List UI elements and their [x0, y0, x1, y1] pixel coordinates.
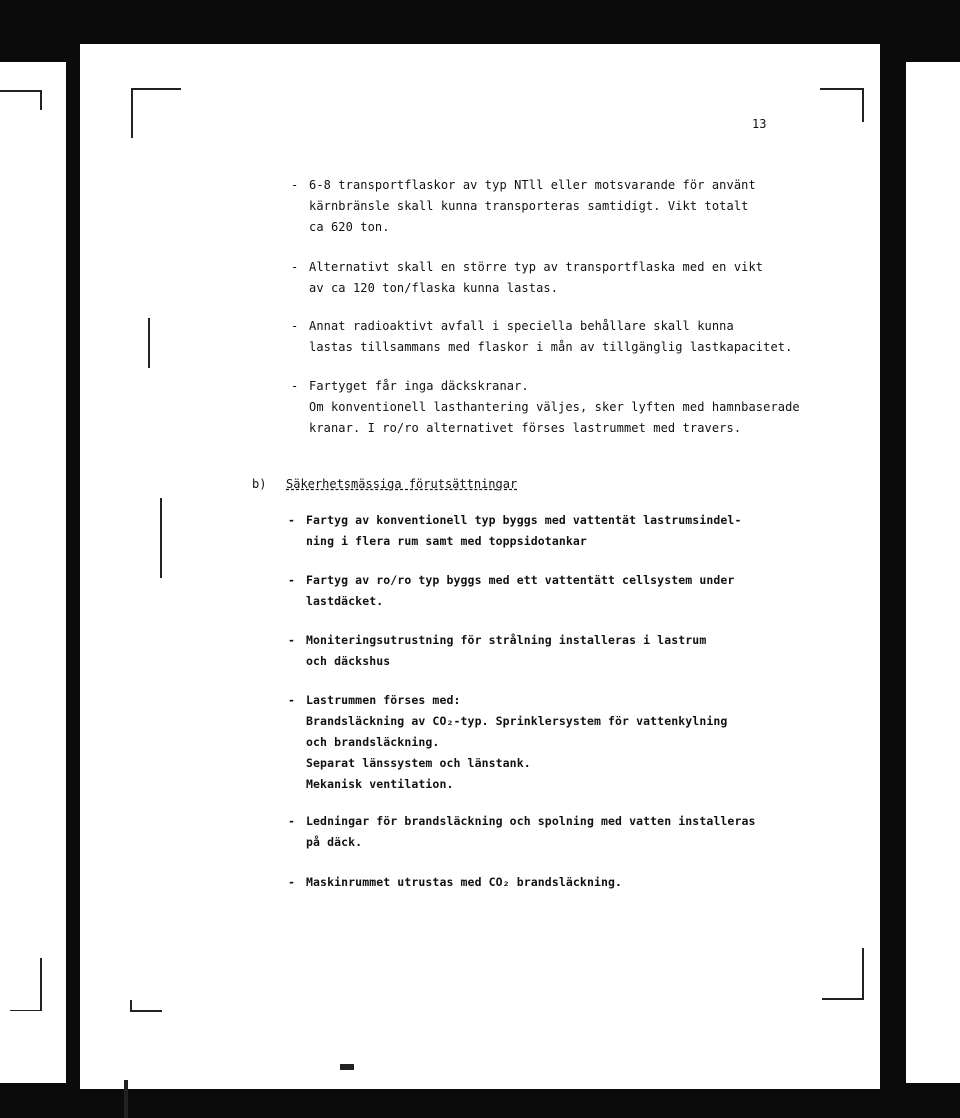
bullet-dash: -: [288, 513, 296, 527]
item-line: och däckshus: [306, 654, 391, 668]
item-line: ning i flera rum samt med toppsidotankar: [306, 534, 587, 548]
item-line: lastas tillsammans med flaskor i mån av tillgänglig lastkapacitet.: [309, 340, 793, 354]
item-line: Fartyg av ro/ro typ byggs med ett vattentätt cellsystem under: [306, 573, 735, 587]
scan-border-top-gap: [80, 44, 880, 62]
bullet-dash: -: [288, 814, 296, 828]
scan-mark: [822, 998, 864, 1000]
section-title: Säkerhetsmässiga förutsättningar: [286, 477, 518, 491]
scan-mark: [862, 948, 864, 1000]
item-line: lastdäcket.: [306, 594, 384, 608]
scan-mark: [132, 1010, 162, 1012]
corner-mark-right: [820, 88, 864, 90]
bullet-dash: -: [288, 875, 296, 889]
item-line: kärnbränsle skall kunna transporteras samtidigt. Vikt totalt: [309, 199, 749, 213]
item-line: Mekanisk ventilation.: [306, 777, 454, 791]
scan-border-right-top: [906, 0, 960, 50]
list-item: [291, 257, 764, 299]
item-line: Om konventionell lasthantering väljes, sker lyften med hamnbaserade: [309, 400, 800, 414]
list-item: [288, 872, 623, 893]
item-line: Alternativt skall en större typ av transportflaska med en vikt: [309, 260, 764, 274]
item-line: av ca 120 ton/flaska kunna lastas.: [309, 281, 559, 295]
item-line: och brandsläckning.: [306, 735, 440, 749]
scan-mark: [160, 498, 162, 578]
scan-border-left-post: [66, 0, 80, 1118]
scan-mark: [0, 90, 42, 92]
list-item: [291, 316, 793, 358]
scan-mark: [40, 90, 42, 110]
scan-mark: [40, 958, 42, 1010]
list-item: [291, 376, 800, 439]
section-heading: [252, 477, 517, 491]
item-line: Brandsläckning av CO₂-typ. Sprinklersystem för vattenkylning: [306, 714, 728, 728]
list-item: [291, 175, 756, 238]
page-number: 13: [752, 117, 767, 131]
item-line: ca 620 ton.: [309, 220, 390, 234]
bullet-dash: -: [288, 573, 296, 587]
list-item: [288, 811, 756, 853]
list-item: [288, 510, 742, 552]
item-line: Annat radioaktivt avfall i speciella behållare skall kunna: [309, 319, 734, 333]
item-line: 6-8 transportflaskor av typ NTll eller motsvarande för använt: [309, 178, 756, 192]
bullet-dash: -: [291, 178, 299, 192]
list-item: [288, 690, 728, 795]
corner-mark-right: [862, 88, 864, 122]
bullet-dash: -: [291, 260, 299, 274]
section-marker: b): [252, 477, 267, 491]
scan-mark: [10, 1010, 42, 1011]
scan-border-right-post: [880, 0, 906, 1118]
corner-mark-left: [131, 88, 133, 138]
bullet-dash: -: [291, 379, 299, 393]
list-item: [288, 570, 735, 612]
item-line: Fartyget får inga däckskranar.: [309, 379, 529, 393]
scan-mark: [124, 1080, 128, 1118]
item-line: Lastrummen förses med:: [306, 693, 461, 707]
item-line: Moniteringsutrustning för strålning installeras i lastrum: [306, 633, 707, 647]
item-line: Separat länssystem och länstank.: [306, 756, 531, 770]
bullet-dash: -: [291, 319, 299, 333]
item-line: Ledningar för brandsläckning och spolning med vatten installeras: [306, 814, 756, 828]
bullet-dash: -: [288, 693, 296, 707]
list-item: [288, 630, 707, 672]
scan-mark: [340, 1064, 354, 1070]
item-line: Fartyg av konventionell typ byggs med vattentät lastrumsindel-: [306, 513, 742, 527]
bullet-dash: -: [288, 633, 296, 647]
corner-mark-left: [131, 88, 181, 90]
scan-mark: [148, 318, 150, 368]
item-line: på däck.: [306, 835, 363, 849]
item-line: kranar. I ro/ro alternativet förses lastrummet med travers.: [309, 421, 742, 435]
item-line: Maskinrummet utrustas med CO₂ brandsläckning.: [306, 875, 623, 889]
scan-border-bottom-gap: [80, 1083, 880, 1089]
